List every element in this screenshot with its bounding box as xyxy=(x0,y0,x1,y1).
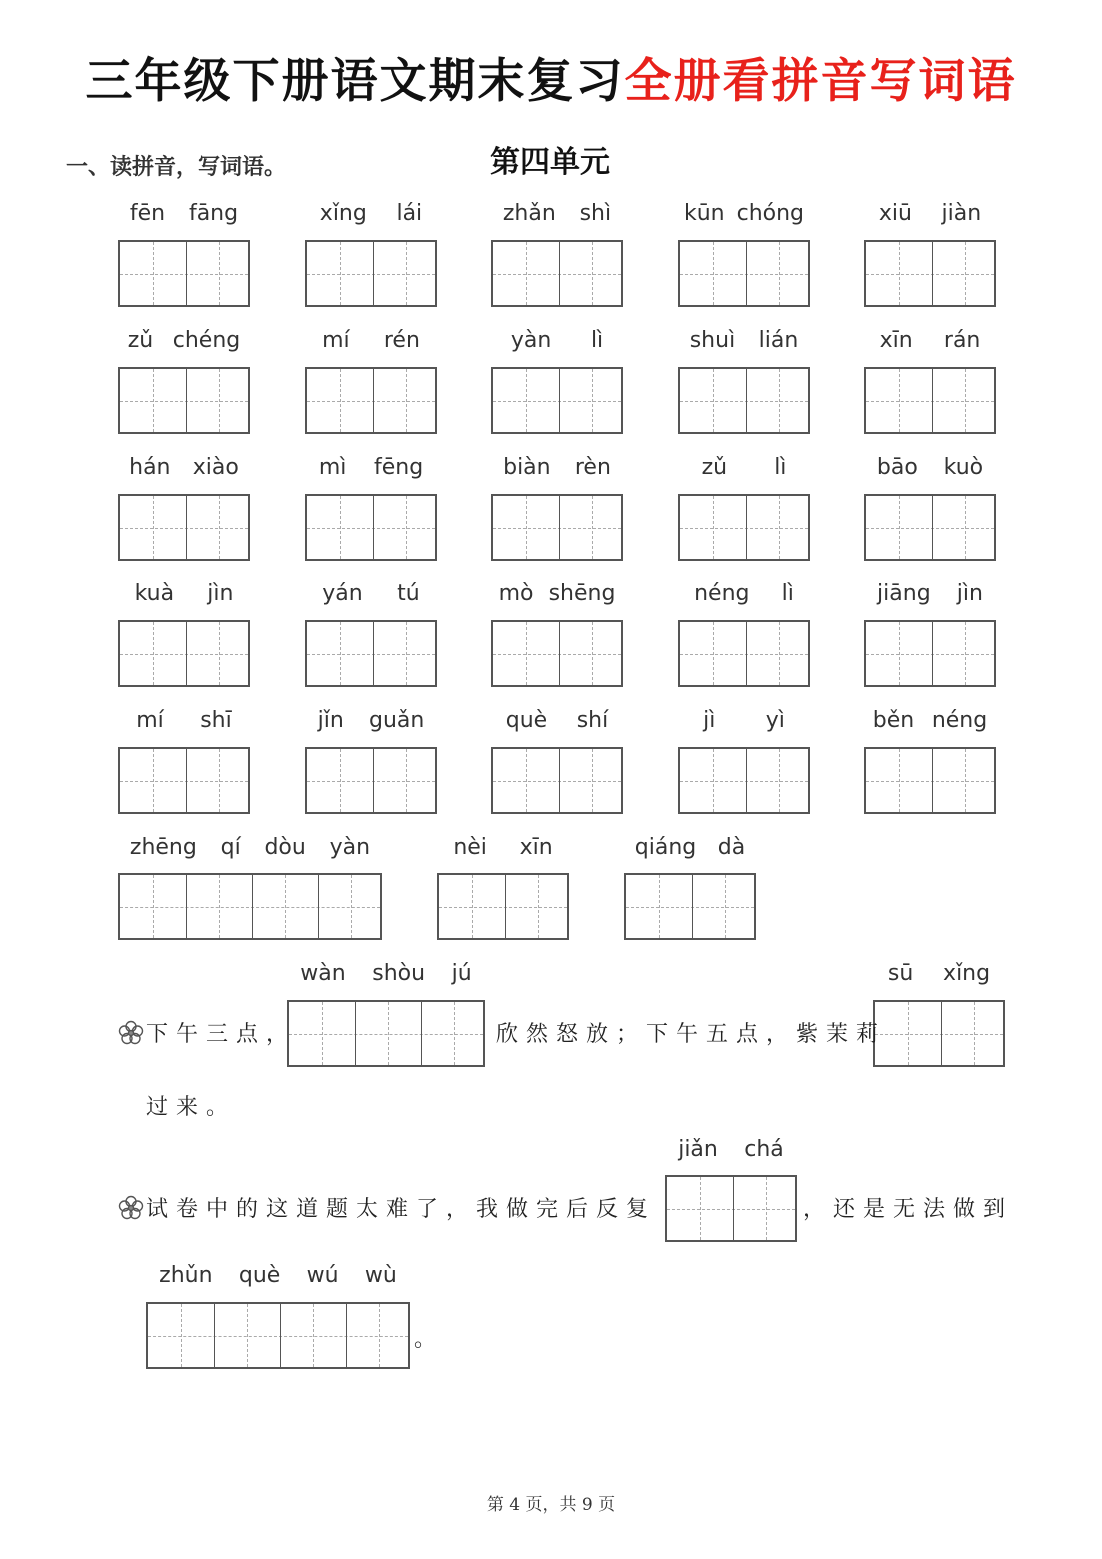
pinyin-syllable: jiàn xyxy=(941,201,982,226)
pinyin-syllable: shòu xyxy=(372,961,426,986)
pinyin-syllable: tú xyxy=(397,581,420,606)
writing-box[interactable] xyxy=(864,747,996,814)
sentence-1-after: 过来。 xyxy=(146,1095,237,1120)
pinyin-syllable: rén xyxy=(383,328,420,353)
writing-box[interactable] xyxy=(118,873,382,940)
pinyin-syllable: běn xyxy=(872,708,915,733)
pinyin-syllable: shuì xyxy=(689,328,736,353)
pinyin-label xyxy=(678,580,810,608)
pinyin-syllable: rán xyxy=(943,328,981,353)
pinyin-syllable: yán xyxy=(322,581,363,606)
writing-box[interactable] xyxy=(118,747,250,814)
pinyin-syllable: lián xyxy=(758,328,799,353)
pinyin-syllable: dà xyxy=(717,835,746,860)
pinyin-syllable: xǐng xyxy=(943,961,991,986)
pinyin-label xyxy=(864,200,996,228)
pinyin-syllable: jìn xyxy=(207,581,234,606)
pinyin-syllable: sū xyxy=(887,961,914,986)
pinyin-label xyxy=(491,454,623,482)
pinyin-syllable: rèn xyxy=(574,455,611,480)
pinyin-syllable: mí xyxy=(136,708,164,733)
pinyin-syllable: guǎn xyxy=(369,708,425,733)
pinyin-syllable: zǔ xyxy=(701,455,728,480)
pinyin-syllable: kūn xyxy=(683,201,725,226)
pinyin-syllable: shì xyxy=(579,201,612,226)
writing-box[interactable] xyxy=(665,1175,797,1242)
pinyin-syllable: nèi xyxy=(453,835,487,860)
pinyin-label xyxy=(665,1136,797,1164)
pinyin-syllable: lì xyxy=(774,455,787,480)
writing-box[interactable] xyxy=(305,367,437,434)
page-footer: 第 4 页，共 9 页 xyxy=(486,1495,616,1515)
pinyin-label xyxy=(864,707,996,735)
pinyin-syllable: kuà xyxy=(134,581,175,606)
pinyin-syllable: shēng xyxy=(548,581,616,606)
pinyin-syllable: shí xyxy=(576,708,609,733)
section-heading: 一、读拼音，写词语。 xyxy=(66,155,287,180)
writing-box[interactable] xyxy=(491,494,623,561)
title-part-1: 三年级下册语文期末复习 xyxy=(85,54,625,109)
writing-box[interactable] xyxy=(873,1000,1005,1067)
pinyin-label xyxy=(678,200,810,228)
pinyin-label xyxy=(118,327,250,355)
pinyin-syllable: fāng xyxy=(188,201,239,226)
pinyin-label xyxy=(864,327,996,355)
pinyin-syllable: wú xyxy=(306,1263,339,1288)
writing-box[interactable] xyxy=(491,747,623,814)
pinyin-label xyxy=(491,200,623,228)
pinyin-syllable: xīn xyxy=(879,328,913,353)
pinyin-syllable: xīn xyxy=(519,835,553,860)
pinyin-syllable: shī xyxy=(200,708,232,733)
sentence-2-middle: ，还是无法做到 xyxy=(803,1197,1014,1222)
pinyin-syllable: jìn xyxy=(956,581,983,606)
writing-box[interactable] xyxy=(146,1302,410,1369)
pinyin-label xyxy=(118,454,250,482)
pinyin-syllable: jǐn xyxy=(317,708,344,733)
pinyin-syllable: chéng xyxy=(172,328,241,353)
pinyin-label xyxy=(305,327,437,355)
pinyin-syllable: qí xyxy=(220,835,241,860)
pinyin-syllable: yàn xyxy=(329,835,371,860)
page-title xyxy=(0,50,1102,114)
pinyin-syllable: néng xyxy=(931,708,988,733)
pinyin-label xyxy=(118,834,382,862)
pinyin-label xyxy=(305,454,437,482)
flower-icon xyxy=(118,1020,144,1046)
writing-box[interactable] xyxy=(864,240,996,307)
pinyin-label xyxy=(624,834,756,862)
pinyin-syllable: yàn xyxy=(510,328,552,353)
pinyin-syllable: zhǔn xyxy=(159,1263,213,1288)
pinyin-syllable: kuò xyxy=(943,455,984,480)
writing-box[interactable] xyxy=(678,367,810,434)
pinyin-label xyxy=(305,707,437,735)
pinyin-syllable: mò xyxy=(498,581,534,606)
writing-box[interactable] xyxy=(305,747,437,814)
pinyin-syllable: jú xyxy=(451,961,472,986)
pinyin-syllable: lái xyxy=(396,201,423,226)
pinyin-label xyxy=(873,960,1005,988)
pinyin-syllable: biàn xyxy=(503,455,551,480)
pinyin-label xyxy=(678,707,810,735)
title-part-2: 全册看拼音写词语 xyxy=(624,54,1017,109)
pinyin-syllable: mì xyxy=(318,455,347,480)
pinyin-syllable: chóng xyxy=(736,201,805,226)
writing-box[interactable] xyxy=(678,240,810,307)
pinyin-label xyxy=(305,580,437,608)
writing-box[interactable] xyxy=(624,873,756,940)
pinyin-label xyxy=(864,454,996,482)
pinyin-label xyxy=(491,580,623,608)
pinyin-syllable: zhǎn xyxy=(502,201,556,226)
pinyin-syllable: dòu xyxy=(264,835,306,860)
unit-title: 第四单元 xyxy=(490,145,610,180)
pinyin-label xyxy=(678,454,810,482)
pinyin-label xyxy=(118,580,250,608)
writing-box[interactable] xyxy=(864,620,996,687)
pinyin-label xyxy=(118,707,250,735)
pinyin-label xyxy=(678,327,810,355)
pinyin-syllable: zǔ xyxy=(127,328,154,353)
writing-box[interactable] xyxy=(118,620,250,687)
pinyin-syllable: què xyxy=(505,708,548,733)
pinyin-syllable: qiáng xyxy=(634,835,697,860)
pinyin-syllable: jì xyxy=(703,708,716,733)
sentence-1-middle: 欣然怒放；下午五点，紫茉莉 xyxy=(496,1022,887,1047)
pinyin-syllable: néng xyxy=(694,581,750,606)
pinyin-label xyxy=(491,327,623,355)
pinyin-syllable: lì xyxy=(590,328,604,353)
pinyin-syllable: mí xyxy=(322,328,350,353)
writing-box[interactable] xyxy=(678,494,810,561)
pinyin-syllable: fēng xyxy=(373,455,424,480)
pinyin-syllable: jiǎn xyxy=(678,1137,718,1162)
writing-box[interactable] xyxy=(118,240,250,307)
writing-box[interactable] xyxy=(305,240,437,307)
pinyin-label xyxy=(118,200,250,228)
flower-icon xyxy=(118,1195,144,1221)
writing-box[interactable] xyxy=(305,620,437,687)
writing-box[interactable] xyxy=(864,494,996,561)
pinyin-syllable: bāo xyxy=(876,455,918,480)
pinyin-syllable: lì xyxy=(781,581,794,606)
sentence-1-before: 下午三点， xyxy=(146,1022,297,1047)
pinyin-label xyxy=(491,707,623,735)
pinyin-label xyxy=(146,1262,410,1290)
pinyin-syllable: zhēng xyxy=(129,835,197,860)
sentence-2-before: 试卷中的这道题太难了，我做完后反复 xyxy=(146,1197,657,1222)
pinyin-syllable: yì xyxy=(765,708,785,733)
writing-box[interactable] xyxy=(491,367,623,434)
writing-box[interactable] xyxy=(491,240,623,307)
pinyin-syllable: wù xyxy=(364,1263,397,1288)
pinyin-syllable: jiāng xyxy=(877,581,931,606)
pinyin-label xyxy=(287,960,485,988)
writing-box[interactable] xyxy=(437,873,569,940)
writing-box[interactable] xyxy=(678,620,810,687)
pinyin-syllable: xǐng xyxy=(319,201,367,226)
pinyin-syllable: chá xyxy=(744,1137,784,1162)
writing-box[interactable] xyxy=(678,747,810,814)
writing-box[interactable] xyxy=(118,494,250,561)
sentence-2-line-1 xyxy=(118,1192,656,1223)
pinyin-syllable: xiào xyxy=(192,455,239,480)
pinyin-label xyxy=(305,200,437,228)
writing-box[interactable] xyxy=(118,367,250,434)
pinyin-label xyxy=(864,580,996,608)
pinyin-label xyxy=(437,834,569,862)
sentence-2-end: 。 xyxy=(414,1327,445,1352)
writing-box[interactable] xyxy=(287,1000,485,1067)
writing-box[interactable] xyxy=(491,620,623,687)
pinyin-syllable: què xyxy=(238,1263,281,1288)
pinyin-syllable: fēn xyxy=(129,201,166,226)
pinyin-syllable: hán xyxy=(129,455,171,480)
sentence-1-line-1 xyxy=(118,1017,296,1048)
writing-box[interactable] xyxy=(305,494,437,561)
pinyin-syllable: wàn xyxy=(300,961,346,986)
writing-box[interactable] xyxy=(864,367,996,434)
pinyin-syllable: xiū xyxy=(878,201,912,226)
